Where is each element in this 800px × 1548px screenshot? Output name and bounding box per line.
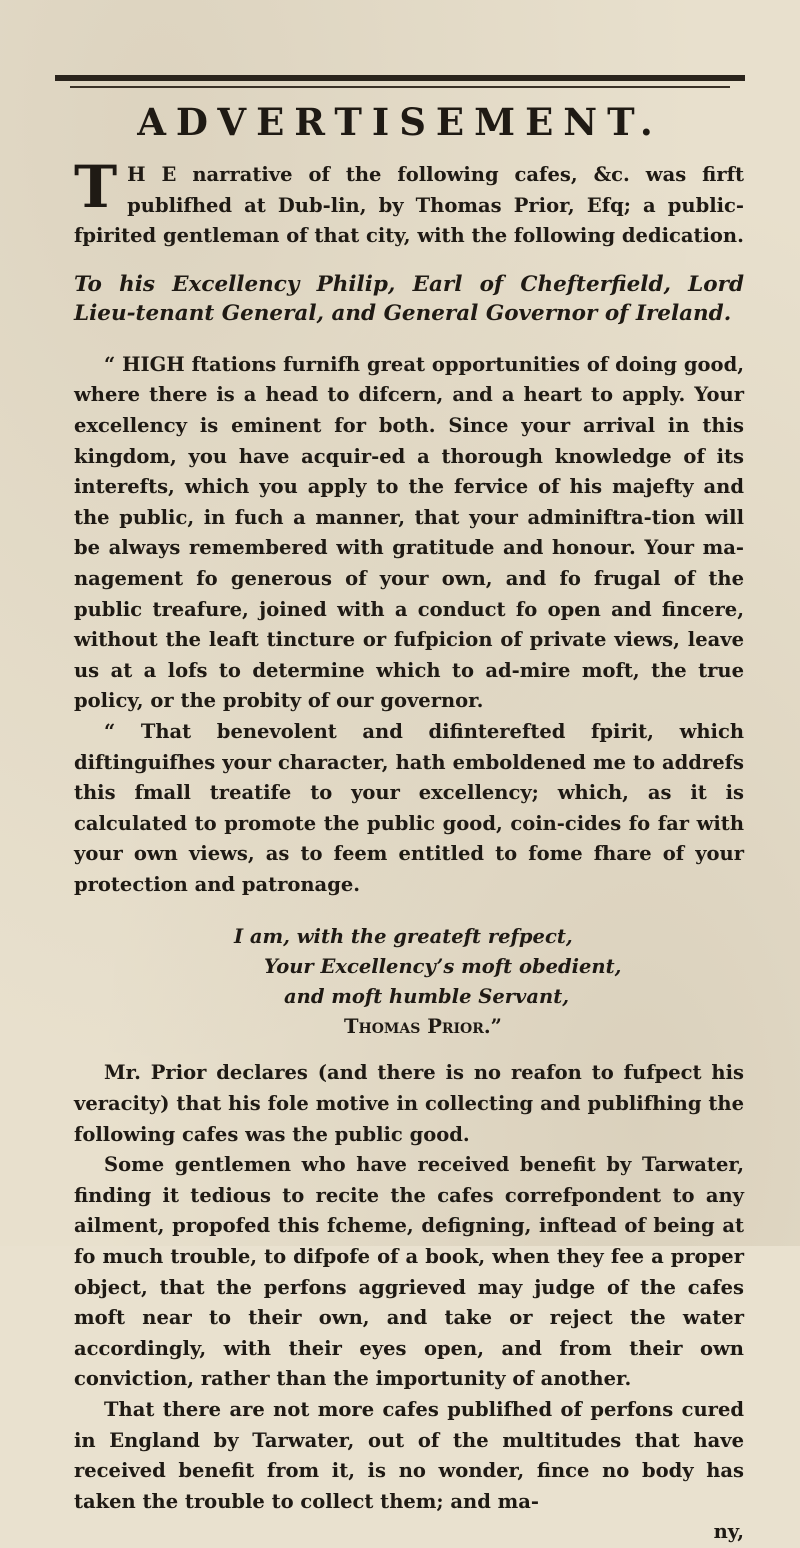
after-paragraph-2: Some gentlemen who have received benefit by Tarwater, finding it tedious to recite the cafes correfpondent to any ailment, propofed this fcheme, defigning, inftead of being at fo much trouble, to difpofe of a book, when they fee a proper object, that the perfons aggrieved may judge of the cafes moft near to their own, and take or reject the water accordingly, with their eyes open, and from their own conviction, rather than the importunity of another. [74,1153,744,1391]
dedication: To his Excellency Philip, Earl of Chefterfield, Lord Lieu-tenant General, and General Governor of Ireland. [74,271,744,326]
after-paragraph-3: That there are not more cafes publifhed of perfons cured in England by Tarwater, out of the multitudes that have received benefit from it, is no wonder, fince no body has taken the trouble to collect them; and ma- [74,1398,744,1513]
intro-text: H E narrative of the following cafes, &c. was firft publifhed at Dub-lin, by Thomas Prior, Efq; a public-fpirited gentleman of that city, with the following dedication. [74,163,744,248]
top-rule [55,75,745,81]
drop-cap: T [74,153,118,221]
catchword: ny, [713,1520,744,1544]
page-title: ADVERTISEMENT. [137,100,663,144]
top-rule-thin [70,86,730,88]
letter-paragraph-1: “ HIGH ftations furnifh great opportunities of doing good, where there is a head to difcern, and a heart to apply. Your excellency is eminent for both. Since your arrival in this kingdom, you have acquir-ed a thorough knowledge of its interefts, which you apply to the fervice of his majefty and the public, in fuch a manner, that your adminiftra-tion will be always remembered with gratitude and honour. Your ma-nagement fo generous of your own, and fo frugal of the public treafure, joined with a conduct fo open and fincere, without the leaft tincture or fufpicion of private views, leave us at a lofs to determine which to ad-mire moft, the true policy, or the probity of our governor. [74,352,744,713]
signature-name: Thomas Prior.” [344,1015,502,1039]
signoff [74,922,744,1042]
signoff-line-3: and moft humble Servant, [284,985,569,1009]
signoff-line-2: Your Excellency’s moft obedient, [264,955,622,979]
text-body [74,153,744,1548]
letter-paragraph-2: “ That benevolent and difinterefted fpirit, which diftinguifhes your character, hath emboldened me to addrefs this fmall treatife to your excellency; which, as it is calculated to promote the public good, coin-cides fo far with your own views, as to feem entitled to fome fhare of your protection and patronage. [74,719,744,896]
signoff-line-1: I am, with the greateft refpect, [234,925,573,949]
intro-paragraph [74,153,744,252]
after-paragraph-1: Mr. Prior declares (and there is no reafon to fufpect his veracity) that his fole motive in collecting and publifhing the following cafes was the public good. [74,1061,744,1146]
